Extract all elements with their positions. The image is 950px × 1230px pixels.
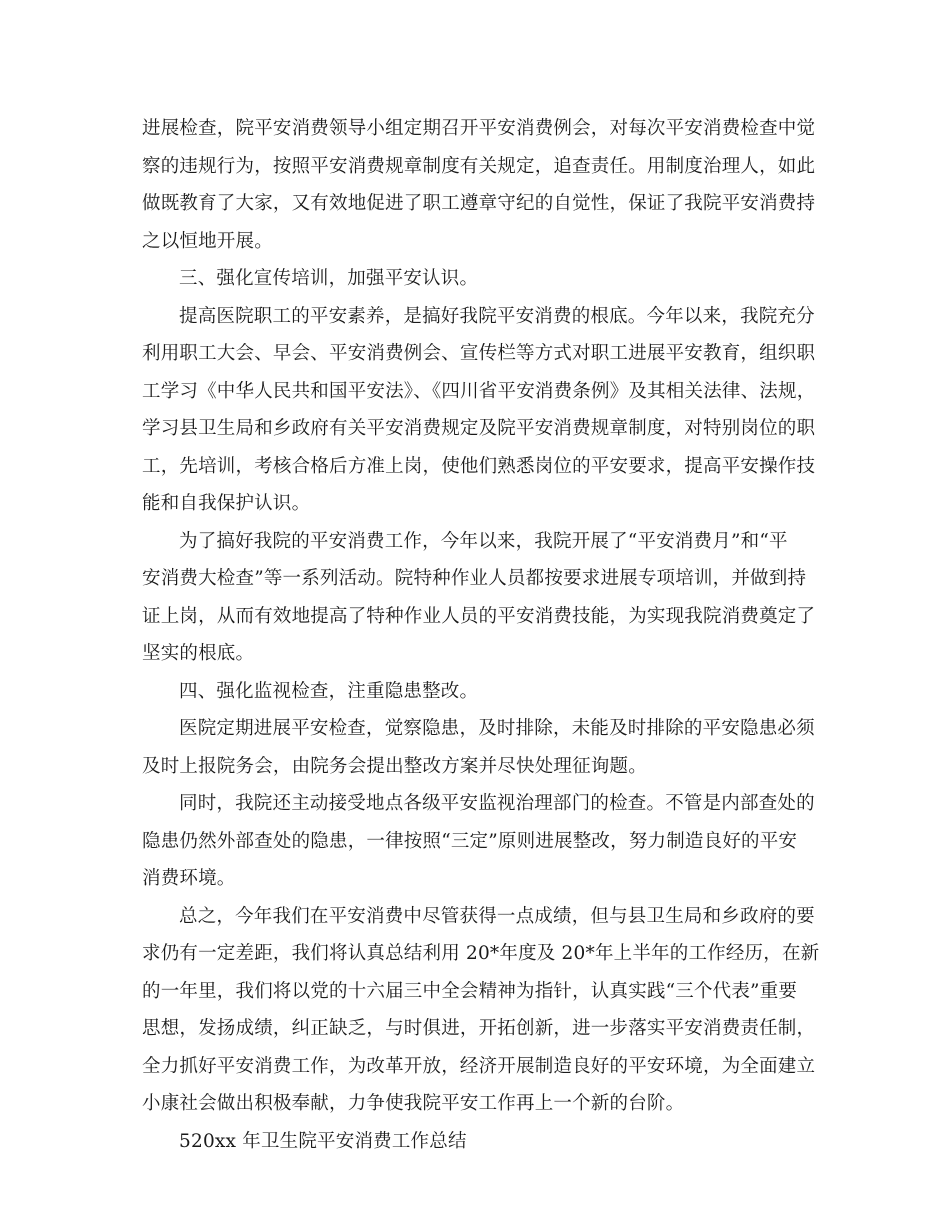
text-line: 安消费大检查”等一系列活动。院特种作业人员都按要求进展专项培训，并做到持: [142, 568, 807, 589]
text-line: 证上岗，从而有效地提高了特种作业人员的平安消费技能，为实现我院消费奠定了: [142, 605, 816, 627]
next-section-title: 520xx 年卫生院平安消费工作总结: [179, 1130, 467, 1152]
text-line: 消费环境。: [142, 868, 236, 889]
document-body: [142, 110, 822, 1160]
paragraph-inspection: [142, 710, 822, 785]
text-line: 利用职工大会、早会、平安消费例会、宣传栏等方式对职工进展平安教育，组织职: [142, 343, 816, 364]
text-line: 学习县卫生局和乡政府有关平安消费规定及院平安消费规章制度，对特别岗位的职: [142, 418, 816, 439]
text-line: 小康社会做出积极奉献，力争使我院平安工作再上一个新的台阶。: [142, 1093, 685, 1114]
section-heading-4: 四、强化监视检查，注重隐患整改。: [179, 680, 479, 702]
text-line: 隐患仍然外部查处的隐患，一律按照“三定”原则进展整改，努力制造良好的平安: [142, 830, 798, 852]
text-line: 的一年里，我们将以党的十六届三中全会精神为指针，认真实践“三个代表”重要: [142, 980, 798, 1002]
text-line: 进展检查，院平安消费领导小组定期召开平安消费例会，对每次平安消费检查中觉: [142, 118, 816, 139]
text-line: 工学习《中华人民共和国平安法》、《四川省平安消费条例》及其相关法律、法规，: [142, 380, 816, 402]
text-line: 察的违规行为，按照平安消费规章制度有关规定，追查责任。用制度治理人，如此: [142, 155, 816, 177]
text-line: 医院定期进展平安检查，觉察隐患，及时排除，未能及时排除的平安隐患必须: [179, 718, 815, 739]
text-line: 全力抓好平安消费工作，为改革开放，经济开展制造良好的平安环境，为全面建立: [142, 1055, 816, 1077]
paragraph-training: [142, 298, 822, 523]
text-line: 工，先培训，考核合格后方准上岗，使他们熟悉岗位的平安要求，提高平安操作技: [142, 455, 816, 477]
text-line: 提高医院职工的平安素养，是搞好我院平安消费的根底。今年以来，我院充分: [179, 305, 815, 327]
paragraph-activities: [142, 523, 822, 673]
text-line: 能和自我保护认识。: [142, 493, 311, 514]
text-line: 做既教育了大家，又有效地促进了职工遵章守纪的自觉性，保证了我院平安消费持: [142, 193, 816, 214]
paragraph-summary: [142, 898, 822, 1123]
text-line: 及时上报院务会，由院务会提出整改方案并尽快处理征询题。: [142, 755, 647, 777]
text-line: 同时，我院还主动接受地点各级平安监视治理部门的检查。不管是内部查处的: [179, 793, 815, 814]
text-line: 求仍有一定差距，我们将认真总结利用 20*年度及 20*年上半年的工作经历，在新: [142, 943, 820, 964]
text-line: 总之，今年我们在平安消费中尽管获得一点成绩，但与县卫生局和乡政府的要: [179, 905, 815, 927]
paragraph-external: [142, 785, 822, 898]
text-line: 思想，发扬成绩，纠正缺乏，与时俱进，开拓创新，进一步落实平安消费责任制，: [142, 1018, 816, 1039]
text-line: 为了搞好我院的平安消费工作，今年以来，我院开展了“平安消费月”和“平: [179, 530, 788, 552]
text-line: 之以恒地开展。: [142, 230, 273, 252]
paragraph-continuation: [142, 110, 822, 260]
section-heading-3: 三、强化宣传培训，加强平安认识。: [179, 268, 479, 289]
text-line: 坚实的根底。: [142, 643, 255, 664]
